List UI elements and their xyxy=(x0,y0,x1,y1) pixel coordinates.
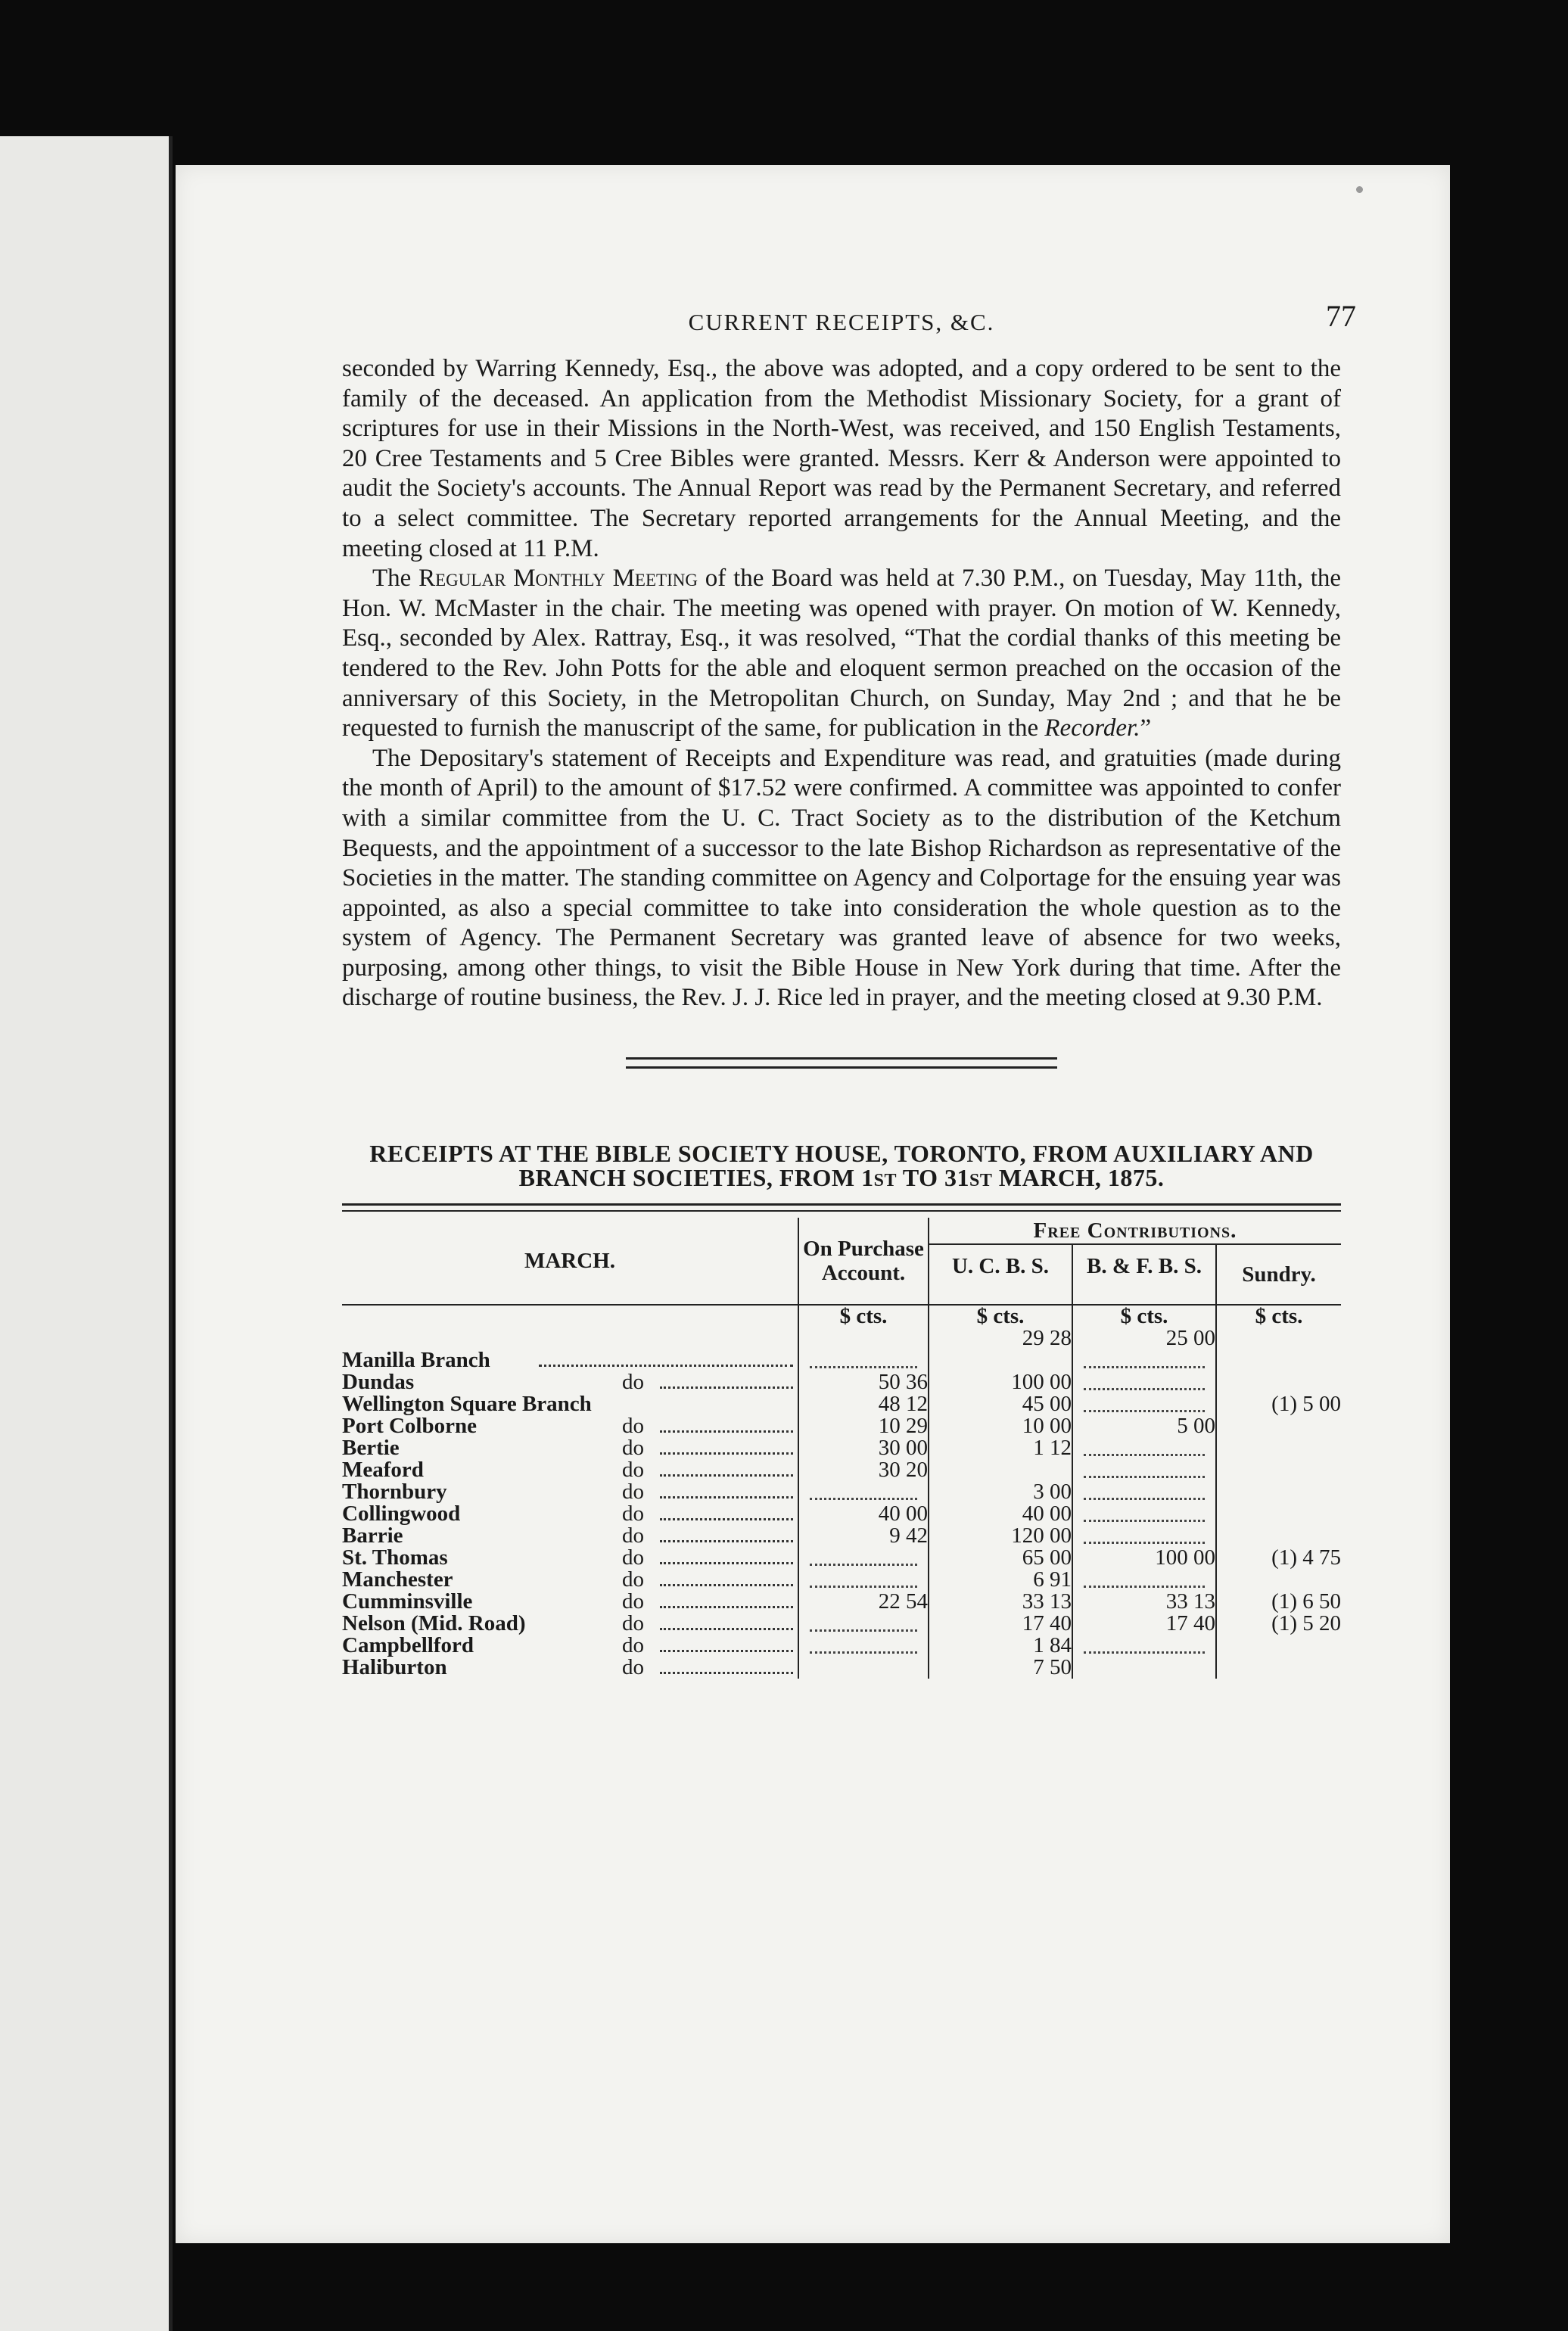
table-title-part-c: MARCH, 1875. xyxy=(992,1164,1165,1192)
branch-name-cell xyxy=(342,1547,798,1569)
dot-leader xyxy=(660,1672,793,1674)
branch-name-cell xyxy=(342,1503,798,1525)
purchase-cell xyxy=(798,1547,929,1569)
p2-end: ” xyxy=(1140,714,1152,742)
book-page xyxy=(176,165,1450,2243)
branch-name-cell xyxy=(342,1525,798,1547)
carried-ucbs: 29 28 xyxy=(929,1327,1072,1349)
ucbs-cell: 10 00 xyxy=(929,1415,1072,1437)
purchase-cell xyxy=(798,1481,929,1503)
branch-name: Nelson (Mid. Road) xyxy=(342,1611,526,1636)
ditto-mark: do xyxy=(622,1414,644,1439)
branch-name-cell xyxy=(342,1613,798,1635)
ucbs-cell: 1 84 xyxy=(929,1635,1072,1657)
empty-dot-leader xyxy=(1084,1352,1205,1368)
page-gutter-line xyxy=(169,136,173,2331)
empty-dot-leader xyxy=(1084,1462,1205,1478)
facing-page-edge xyxy=(0,136,173,2331)
sundry-cell xyxy=(1216,1569,1341,1591)
table-row xyxy=(342,1569,1341,1591)
table-row xyxy=(342,1503,1341,1525)
table-row xyxy=(342,1393,1341,1415)
branch-name-cell xyxy=(342,1657,798,1679)
purchase-cell: 9 42 xyxy=(798,1525,929,1547)
table-title-part-a: RECEIPTS AT THE BIBLE SOCIETY HOUSE, TORONTO, FROM AUXILIARY AND BRANCH SOCIETIES, FROM 1 xyxy=(369,1140,1314,1192)
bfbs-cell: 33 13 xyxy=(1072,1591,1216,1613)
ditto-mark: do xyxy=(622,1611,644,1636)
page-content xyxy=(342,299,1356,1680)
sundry-cell xyxy=(1216,1525,1341,1547)
branch-name: Port Colborne xyxy=(342,1414,477,1439)
paper-speck xyxy=(1356,186,1363,193)
empty-dot-leader xyxy=(810,1616,917,1632)
table-row xyxy=(342,1547,1341,1569)
ucbs-cell: 7 50 xyxy=(929,1657,1072,1679)
bfbs-cell xyxy=(1072,1437,1216,1459)
bfbs-cell: 17 40 xyxy=(1072,1613,1216,1635)
table-title xyxy=(342,1141,1341,1193)
branch-name-cell xyxy=(342,1393,798,1415)
branch-name: Manilla Branch xyxy=(342,1348,490,1373)
body-text xyxy=(342,354,1341,1013)
ditto-mark: do xyxy=(622,1545,644,1570)
bfbs-cell xyxy=(1072,1481,1216,1503)
header-purchase-account: On Purchase Account. xyxy=(798,1218,929,1305)
purchase-cell: 10 29 xyxy=(798,1415,929,1437)
empty-dot-leader xyxy=(810,1484,917,1500)
purchase-cell xyxy=(798,1635,929,1657)
table-top-rule xyxy=(342,1203,1341,1212)
branch-name-cell xyxy=(342,1349,798,1371)
empty-dot-leader xyxy=(1084,1396,1205,1412)
table-row xyxy=(342,1657,1341,1679)
table-row xyxy=(342,1459,1341,1481)
paragraph-3: The Depositary's statement of Receipts and Expenditure was read, and gratuities (made during the month of April) to the amount of $17.52 were confirmed. A committee was appointed to confer with a similar committee from the U. C. Tract Society as to the distribution of the Ketchum Bequests, and the appointment of a successor to the late Bishop Richardson as representative of the Societies in the matter. The standing committee on Agency and Colportage for the ensuing year was appointed, as also a special committee to take into consideration the whole question as to the system of Agency. The Permanent Secretary was granted leave of absence for two weeks, purposing, among other things, to visit the Bible House in New York during that time. After the discharge of routine business, the Rev. J. J. Rice led in prayer, and the meeting closed at 9.30 P.M. xyxy=(342,744,1341,1012)
ucbs-cell: 33 13 xyxy=(929,1591,1072,1613)
purchase-cell xyxy=(798,1569,929,1591)
carried-purchase xyxy=(798,1327,929,1349)
dot-leader xyxy=(660,1518,793,1520)
empty-dot-leader xyxy=(810,1572,917,1588)
dot-leader xyxy=(660,1386,793,1389)
empty-dot-leader xyxy=(810,1638,917,1654)
running-title: CURRENT RECEIPTS, &C. xyxy=(688,309,995,335)
table-title-ordinal-2: ST xyxy=(969,1171,993,1191)
ucbs-cell: 40 00 xyxy=(929,1503,1072,1525)
branch-name-cell xyxy=(342,1459,798,1481)
table-row xyxy=(342,1371,1341,1393)
table-title-ordinal-1: ST xyxy=(873,1171,897,1191)
header-bfbs: B. & F. B. S. xyxy=(1072,1244,1216,1305)
ditto-mark: do xyxy=(622,1567,644,1592)
p2-text: of the Board was held at 7.30 P.M., on Tuesday, May 11th, the Hon. W. McMaster in the chair. The meeting was opened with prayer. On motion of W. Kennedy, Esq., seconded by Alex. Rattray, Esq., it was resolved, “That the cordial thanks of this meeting be tendered to the Rev. John Potts for the able and eloquent sermon preached on the occasion of the anniversary of this Society, in the Metropolitan Church, on Sunday, May 2nd ; and that he be requested to furnish the manuscript of the same, for publication in the xyxy=(342,565,1342,742)
paragraph-1: seconded by Warring Kennedy, Esq., the above was adopted, and a copy ordered to be sent to the family of the deceased. An application from the Methodist Missionary Society, for a grant of scriptures for use in their Missions in the North-West, was received, and 150 English Testaments, 20 Cree Testaments and 5 Cree Bibles were granted. Messrs. Kerr & Anderson were appointed to audit the Society's accounts. The Annual Report was read by the Permanent Secretary, and referred to a select committee. The Secretary reported arrangements for the Annual Meeting, and the meeting closed at 11 P.M. xyxy=(342,355,1341,562)
empty-dot-leader xyxy=(1084,1528,1205,1544)
sundry-cell xyxy=(1216,1459,1341,1481)
branch-name: Meaford xyxy=(342,1458,424,1483)
sundry-cell xyxy=(1216,1415,1341,1437)
sundry-cell xyxy=(1216,1657,1341,1679)
bfbs-cell xyxy=(1072,1569,1216,1591)
units-ucbs: $ cts. xyxy=(929,1305,1072,1327)
units-blank xyxy=(342,1305,798,1327)
table-row xyxy=(342,1591,1341,1613)
carried-bfbs: 25 00 xyxy=(1072,1327,1216,1349)
ditto-mark: do xyxy=(622,1480,644,1505)
ditto-mark: do xyxy=(622,1655,644,1680)
branch-name: Haliburton xyxy=(342,1655,447,1680)
empty-dot-leader xyxy=(810,1550,917,1566)
ucbs-cell xyxy=(929,1349,1072,1371)
purchase-cell xyxy=(798,1613,929,1635)
units-bfbs: $ cts. xyxy=(1072,1305,1216,1327)
dot-leader xyxy=(660,1430,793,1433)
section-divider xyxy=(626,1057,1057,1069)
table-row xyxy=(342,1349,1341,1371)
dot-leader xyxy=(660,1606,793,1608)
bfbs-cell xyxy=(1072,1657,1216,1679)
branch-name: Manchester xyxy=(342,1567,453,1592)
bfbs-cell xyxy=(1072,1503,1216,1525)
dot-leader xyxy=(660,1496,793,1498)
header-row-top xyxy=(342,1218,1341,1244)
table-row xyxy=(342,1525,1341,1547)
branch-name: Dundas xyxy=(342,1370,415,1395)
running-head xyxy=(342,299,1356,354)
header-free-contributions: Free Contributions. xyxy=(929,1218,1341,1244)
ucbs-cell: 45 00 xyxy=(929,1393,1072,1415)
table-row xyxy=(342,1635,1341,1657)
ucbs-cell: 65 00 xyxy=(929,1547,1072,1569)
sundry-cell: (1) 4 75 xyxy=(1216,1547,1341,1569)
empty-dot-leader xyxy=(1084,1638,1205,1654)
paragraph-2 xyxy=(342,564,1341,744)
carried-blank xyxy=(342,1327,798,1349)
branch-name: St. Thomas xyxy=(342,1545,448,1570)
purchase-cell xyxy=(798,1349,929,1371)
ucbs-cell: 3 00 xyxy=(929,1481,1072,1503)
ucbs-cell xyxy=(929,1459,1072,1481)
ucbs-cell: 6 91 xyxy=(929,1569,1072,1591)
receipts-body xyxy=(342,1327,1341,1679)
ditto-mark: do xyxy=(622,1633,644,1658)
ucbs-cell: 17 40 xyxy=(929,1613,1072,1635)
empty-dot-leader xyxy=(1084,1572,1205,1588)
sundry-cell xyxy=(1216,1481,1341,1503)
bfbs-cell xyxy=(1072,1525,1216,1547)
table-row xyxy=(342,1437,1341,1459)
dot-leader xyxy=(660,1474,793,1477)
sundry-cell: (1) 6 50 xyxy=(1216,1591,1341,1613)
bfbs-cell xyxy=(1072,1393,1216,1415)
p2-lead: The xyxy=(372,565,412,593)
sundry-cell: (1) 5 20 xyxy=(1216,1613,1341,1635)
ucbs-cell: 120 00 xyxy=(929,1525,1072,1547)
units-purchase: $ cts. xyxy=(798,1305,929,1327)
sundry-cell xyxy=(1216,1437,1341,1459)
empty-dot-leader xyxy=(810,1352,917,1368)
branch-name: Thornbury xyxy=(342,1480,447,1505)
header-sundry: Sundry. xyxy=(1216,1244,1341,1305)
branch-name-cell xyxy=(342,1569,798,1591)
header-march: MARCH. xyxy=(524,1249,615,1274)
branch-name-cell xyxy=(342,1635,798,1657)
branch-name: Barrie xyxy=(342,1523,403,1548)
dot-leader xyxy=(660,1540,793,1542)
bfbs-cell xyxy=(1072,1349,1216,1371)
dot-leader xyxy=(539,1365,793,1367)
sundry-cell xyxy=(1216,1635,1341,1657)
units-row xyxy=(342,1305,1341,1327)
dot-leader xyxy=(660,1650,793,1652)
dot-leader xyxy=(660,1452,793,1455)
receipts-table xyxy=(342,1218,1341,1679)
header-ucbs: U. C. B. S. xyxy=(929,1244,1072,1305)
p2-italic: Recorder. xyxy=(1044,714,1140,742)
sundry-cell: (1) 5 00 xyxy=(1216,1393,1341,1415)
purchase-cell: 48 12 xyxy=(798,1393,929,1415)
ucbs-cell: 1 12 xyxy=(929,1437,1072,1459)
bfbs-cell: 100 00 xyxy=(1072,1547,1216,1569)
branch-name: Collingwood xyxy=(342,1502,461,1527)
table-title-part-b: TO 31 xyxy=(896,1164,970,1192)
purchase-cell: 30 00 xyxy=(798,1437,929,1459)
sundry-cell xyxy=(1216,1349,1341,1371)
bfbs-cell xyxy=(1072,1371,1216,1393)
bfbs-cell xyxy=(1072,1459,1216,1481)
branch-name: Wellington Square Branch xyxy=(342,1392,592,1417)
table-row xyxy=(342,1481,1341,1503)
ditto-mark: do xyxy=(622,1523,644,1548)
branch-name-cell xyxy=(342,1415,798,1437)
table-row xyxy=(342,1613,1341,1635)
carried-row xyxy=(342,1327,1341,1349)
purchase-cell: 22 54 xyxy=(798,1591,929,1613)
branch-name: Bertie xyxy=(342,1436,400,1461)
dot-leader xyxy=(660,1584,793,1586)
page-number: 77 xyxy=(1326,299,1356,333)
branch-name: Cumminsville xyxy=(342,1589,473,1614)
ditto-mark: do xyxy=(622,1458,644,1483)
branch-name-cell xyxy=(342,1591,798,1613)
purchase-cell: 30 20 xyxy=(798,1459,929,1481)
ditto-mark: do xyxy=(622,1370,644,1395)
empty-dot-leader xyxy=(1084,1374,1205,1390)
empty-dot-leader xyxy=(1084,1440,1205,1456)
ditto-mark: do xyxy=(622,1589,644,1614)
branch-name: Campbellford xyxy=(342,1633,474,1658)
branch-name-cell xyxy=(342,1371,798,1393)
branch-name-cell xyxy=(342,1481,798,1503)
purchase-cell: 40 00 xyxy=(798,1503,929,1525)
sundry-cell xyxy=(1216,1371,1341,1393)
sundry-cell xyxy=(1216,1503,1341,1525)
p2-smallcaps: Regular Monthly Meeting xyxy=(418,565,698,593)
branch-name-cell xyxy=(342,1437,798,1459)
dot-leader xyxy=(660,1628,793,1630)
ucbs-cell: 100 00 xyxy=(929,1371,1072,1393)
ditto-mark: do xyxy=(622,1502,644,1527)
empty-dot-leader xyxy=(1084,1506,1205,1522)
bfbs-cell xyxy=(1072,1635,1216,1657)
empty-dot-leader xyxy=(1084,1484,1205,1500)
ditto-mark: do xyxy=(622,1436,644,1461)
purchase-cell: 50 36 xyxy=(798,1371,929,1393)
bfbs-cell: 5 00 xyxy=(1072,1415,1216,1437)
dot-leader xyxy=(660,1562,793,1564)
table-row xyxy=(342,1415,1341,1437)
purchase-cell xyxy=(798,1657,929,1679)
units-sundry: $ cts. xyxy=(1216,1305,1341,1327)
carried-sundry xyxy=(1216,1327,1341,1349)
